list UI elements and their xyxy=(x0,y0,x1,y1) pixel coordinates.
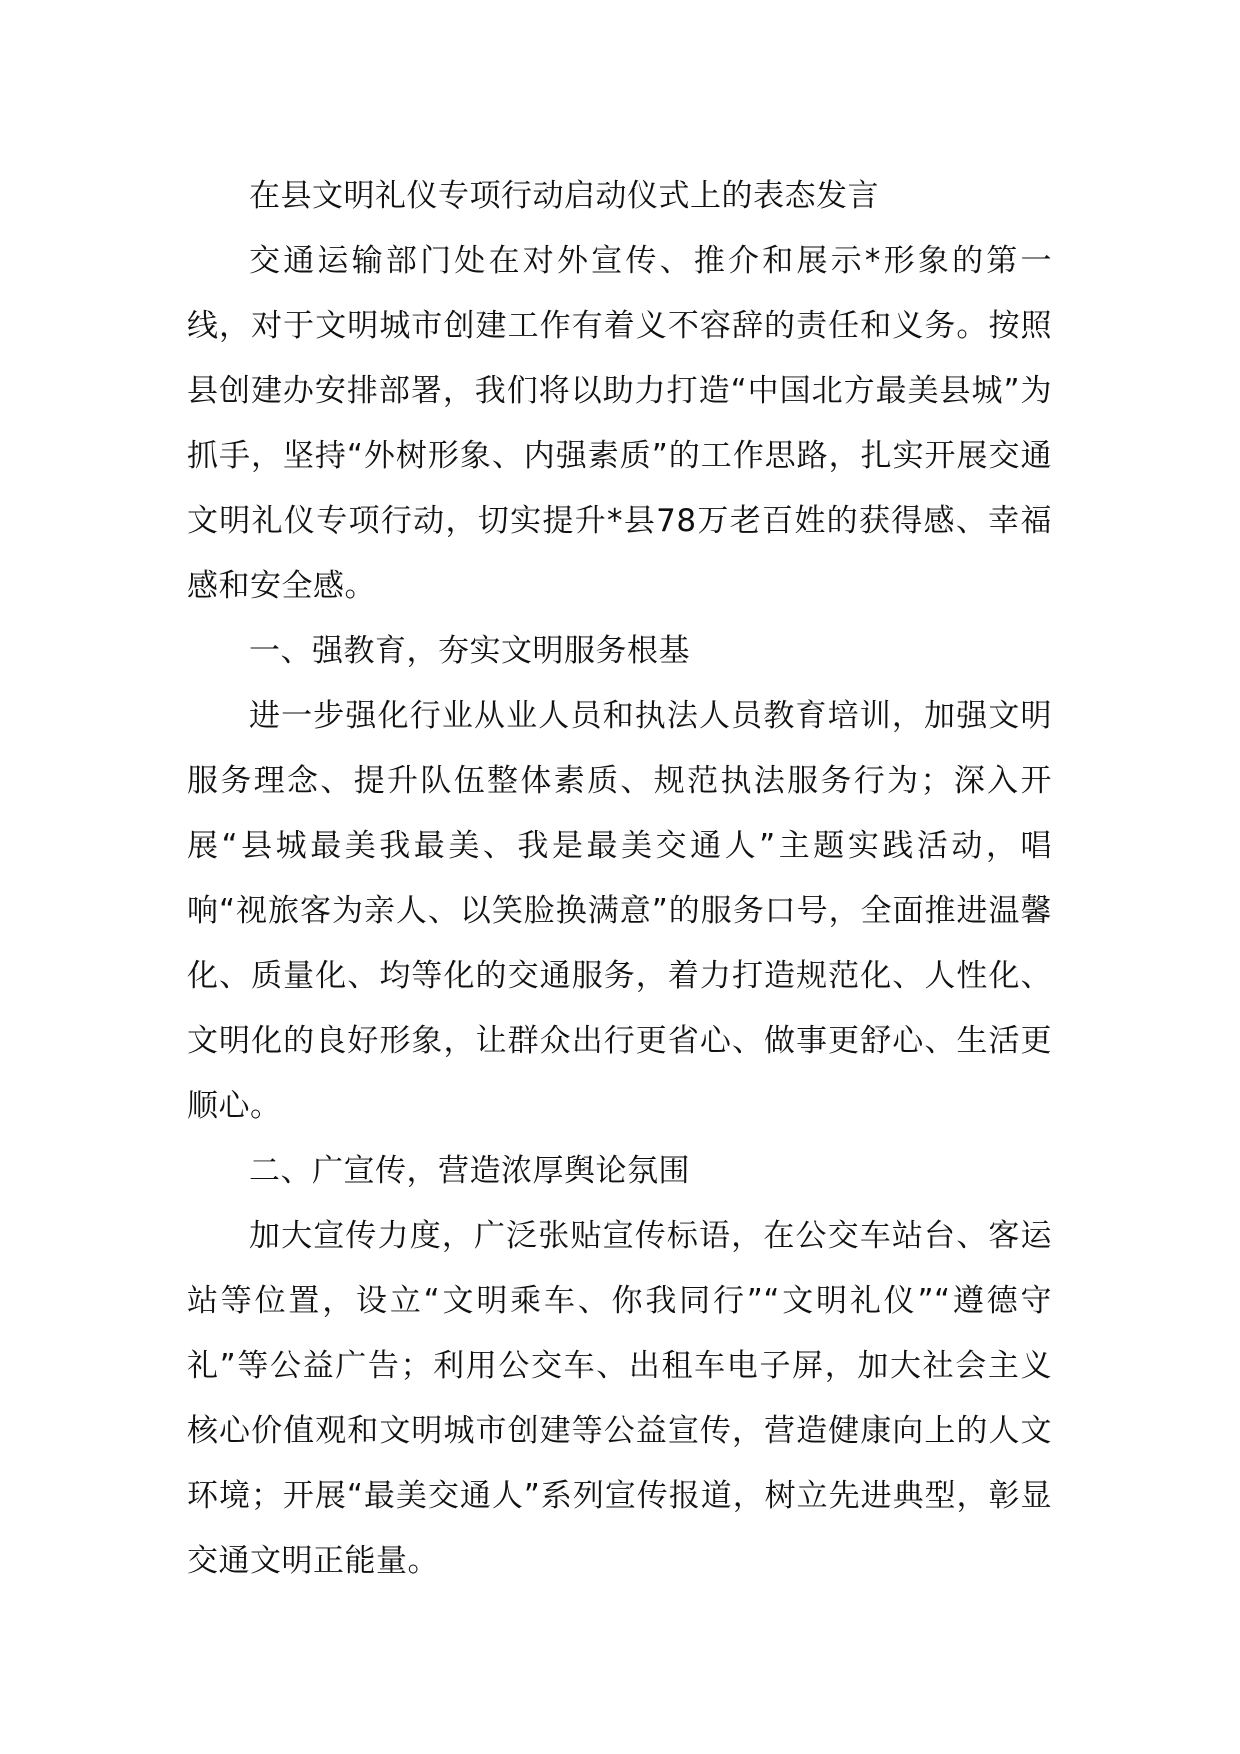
document-page xyxy=(187,164,1052,1594)
section-heading-2: 二、广宣传，营造浓厚舆论氛围 xyxy=(249,1153,690,1189)
section-body-2: 加大宣传力度，广泛张贴宣传标语，在公交车站台、客运站等位置，设立“文明乘车、你我同行”“文明礼仪”“遵德守礼”等公益广告；利用公交车、出租车电子屏，加大社会主义核心价值观和文明城市创建等公益宣传，营造健康向上的人文环境；开展“最美交通人”系列宣传报道，树立先进典型，彰显交通文明正能量。 xyxy=(187,1218,1052,1579)
intro-paragraph: 交通运输部门处在对外宣传、推介和展示*形象的第一线，对于文明城市创建工作有着义不容辞的责任和义务。按照县创建办安排部署，我们将以助力打造“中国北方最美县城”为抓手，坚持“外树形象、内强素质”的工作思路，扎实开展交通文明礼仪专项行动，切实提升*县78万老百姓的获得感、幸福感和安全感。 xyxy=(187,243,1052,604)
document-title: 在县文明礼仪专项行动启动仪式上的表态发言 xyxy=(249,178,879,214)
section-body-1: 进一步强化行业从业人员和执法人员教育培训，加强文明服务理念、提升队伍整体素质、规范执法服务行为；深入开展“县城最美我最美、我是最美交通人”主题实践活动，唱响“视旅客为亲人、以笑脸换满意”的服务口号，全面推进温馨化、质量化、均等化的交通服务，着力打造规范化、人性化、文明化的良好形象，让群众出行更省心、做事更舒心、生活更顺心。 xyxy=(187,698,1052,1124)
section-heading-1: 一、强教育，夯实文明服务根基 xyxy=(249,633,690,669)
